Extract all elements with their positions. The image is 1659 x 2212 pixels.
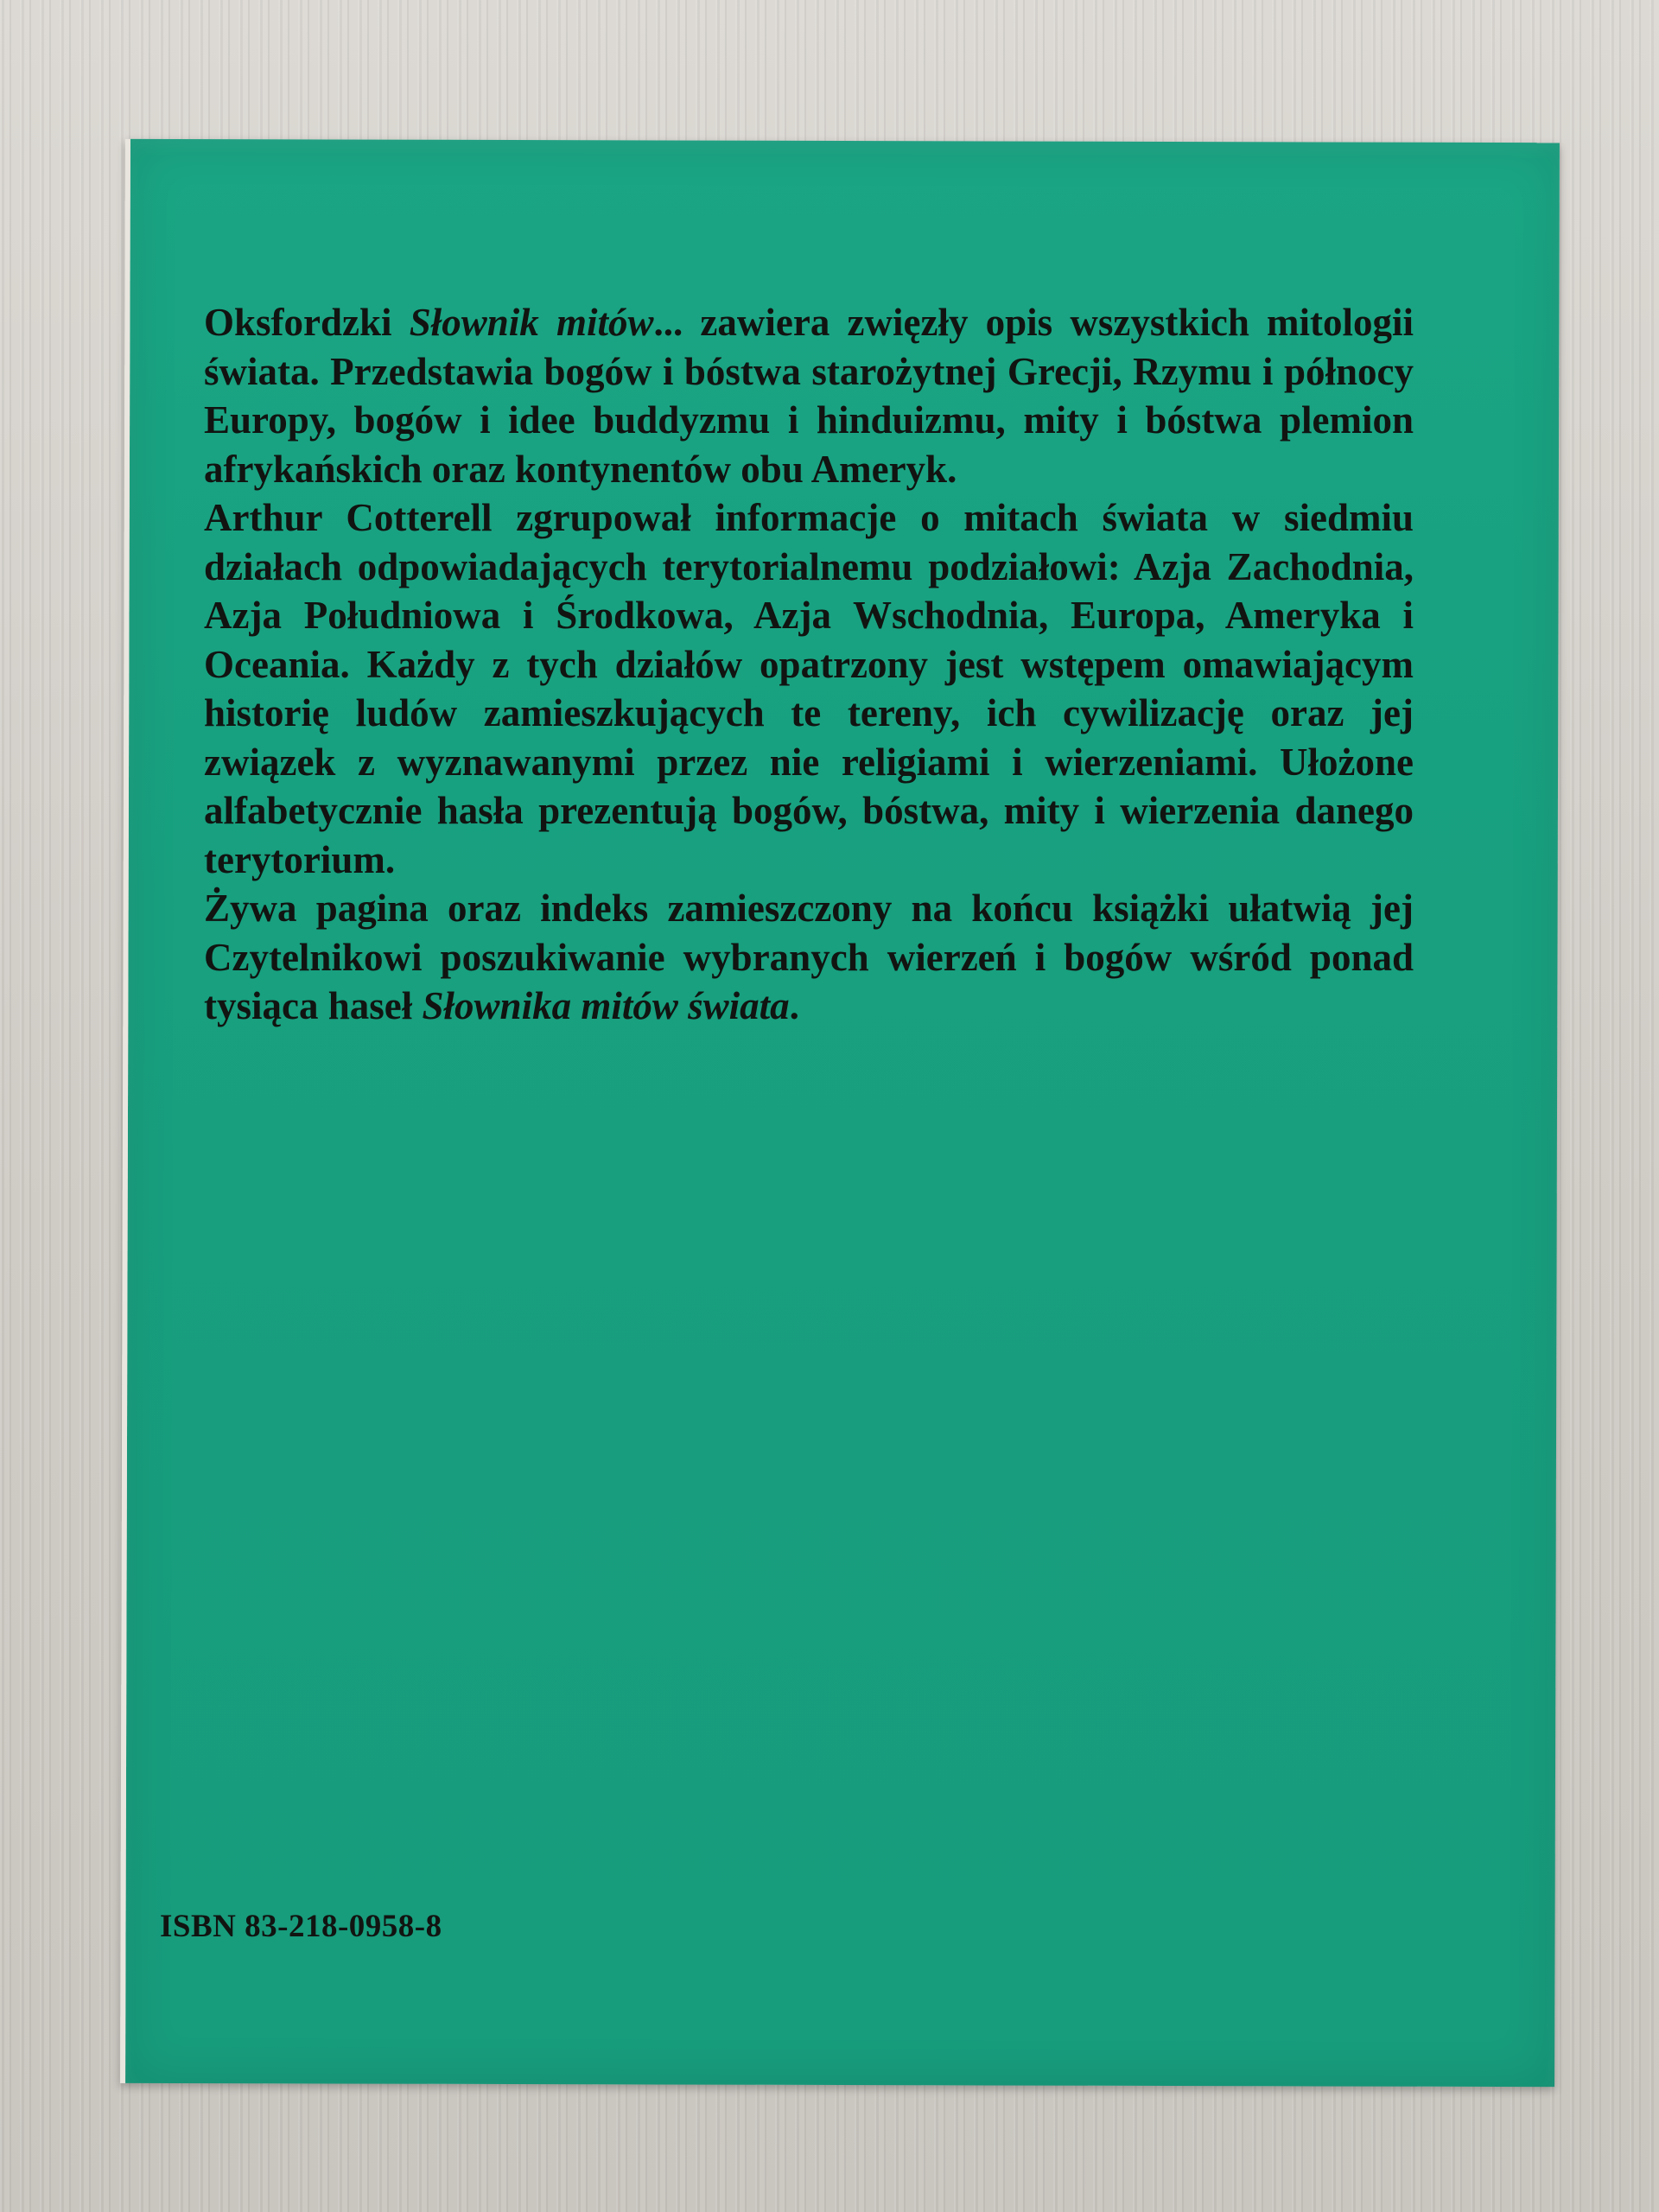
blurb-paragraph-3: Żywa pagina oraz indeks zamieszczony na końcu książki ułatwią jej Czytelnikowi poszukiwanie wybranych wierzeń i bogów wśród ponad tysiąca haseł Słownika mitów świata. (204, 887, 1414, 1027)
blurb-text (204, 298, 1414, 1031)
blurb-paragraph-1: Oksfordzki Słownik mitów... zawiera zwięzły opis wszystkich mitologii świata. Przedstawia bogów i bóstwa starożytnej Grecji, Rzymu i północy Europy, bogów i idee buddyzmu i hinduizmu, mity i bóstwa plemion afrykańskich oraz kontynentów obu Ameryk. (204, 301, 1414, 491)
isbn-number: ISBN 83-218-0958-8 (160, 1909, 442, 1944)
book-title-italic: Słownik mitów (409, 301, 654, 344)
book-title-italic: Słownika mitów świata (422, 984, 790, 1027)
blurb-paragraph-2: Arthur Cotterell zgrupował informacje o mitach świata w siedmiu działach odpowiadających terytorialnemu podziałowi: Azja Zachodnia, Azja Południowa i Środkowa, Azja Wschodnia, Europa, Ameryka i Oceania. Każdy z tych działów opatrzony jest wstępem omawiającym historię ludów zamieszkujących te tereny, ich cywilizację oraz jej związek z wyznawanymi przez nie religiami i wierzeniami. Ułożone alfabetycznie hasła prezentują bogów, bóstwa, mity i wierzenia danego terytorium. (204, 496, 1414, 881)
